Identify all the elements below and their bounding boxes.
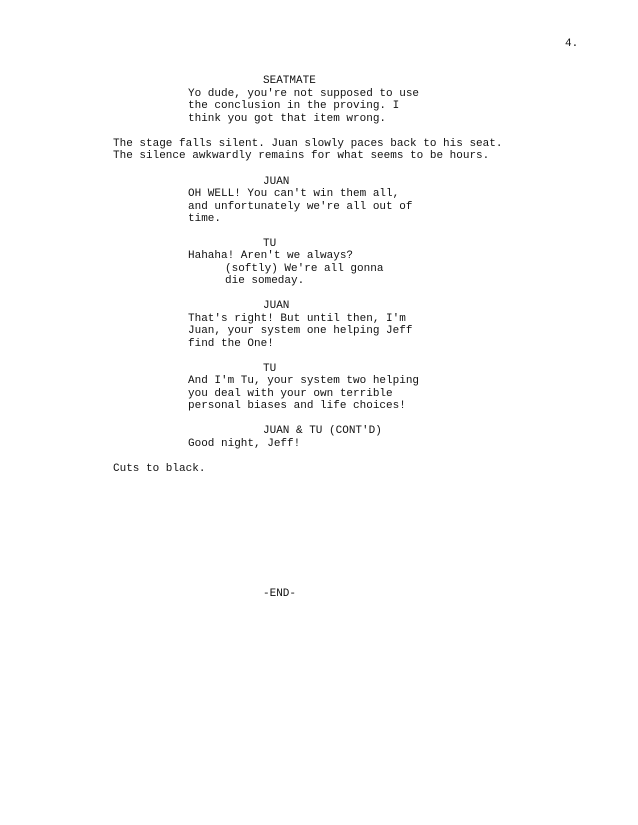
page-number: 4. — [565, 38, 579, 50]
end-marker: -END- — [263, 588, 297, 600]
dialogue-line: Juan, your system one helping Jeff — [188, 325, 413, 337]
dialogue-line: That's right! But until then, I'm — [188, 313, 406, 325]
character-name-tu: TU — [263, 363, 277, 375]
character-name-juan: JUAN — [263, 176, 290, 188]
dialogue-line: find the One! — [188, 338, 274, 350]
action-line: Cuts to black. — [113, 463, 206, 475]
dialogue-line: And I'm Tu, your system two helping — [188, 375, 420, 387]
dialogue-line: and unfortunately we're all out of — [188, 201, 413, 213]
character-name-seatmate: SEATMATE — [263, 75, 316, 87]
parenthetical-line: die someday. — [225, 275, 305, 287]
dialogue-line: the conclusion in the proving. I — [188, 100, 400, 112]
dialogue-line: think you got that item wrong. — [188, 113, 387, 125]
dialogue-line: you deal with your own terrible — [188, 388, 393, 400]
character-name-juan-and-tu: JUAN & TU (CONT'D) — [263, 425, 382, 437]
dialogue-line: Yo dude, you're not supposed to use — [188, 88, 420, 100]
dialogue-line: OH WELL! You can't win them all, — [188, 188, 400, 200]
dialogue-line: Good night, Jeff! — [188, 438, 301, 450]
dialogue-line: Hahaha! Aren't we always? — [188, 250, 354, 262]
character-name-juan: JUAN — [263, 300, 290, 312]
character-name-tu: TU — [263, 238, 277, 250]
dialogue-line: personal biases and life choices! — [188, 400, 406, 412]
action-line: The silence awkwardly remains for what seems to be hours. — [113, 150, 490, 162]
dialogue-line: time. — [188, 213, 222, 225]
action-line: The stage falls silent. Juan slowly paces back to his seat. — [113, 138, 503, 150]
parenthetical-line: (softly) We're all gonna — [225, 263, 384, 275]
